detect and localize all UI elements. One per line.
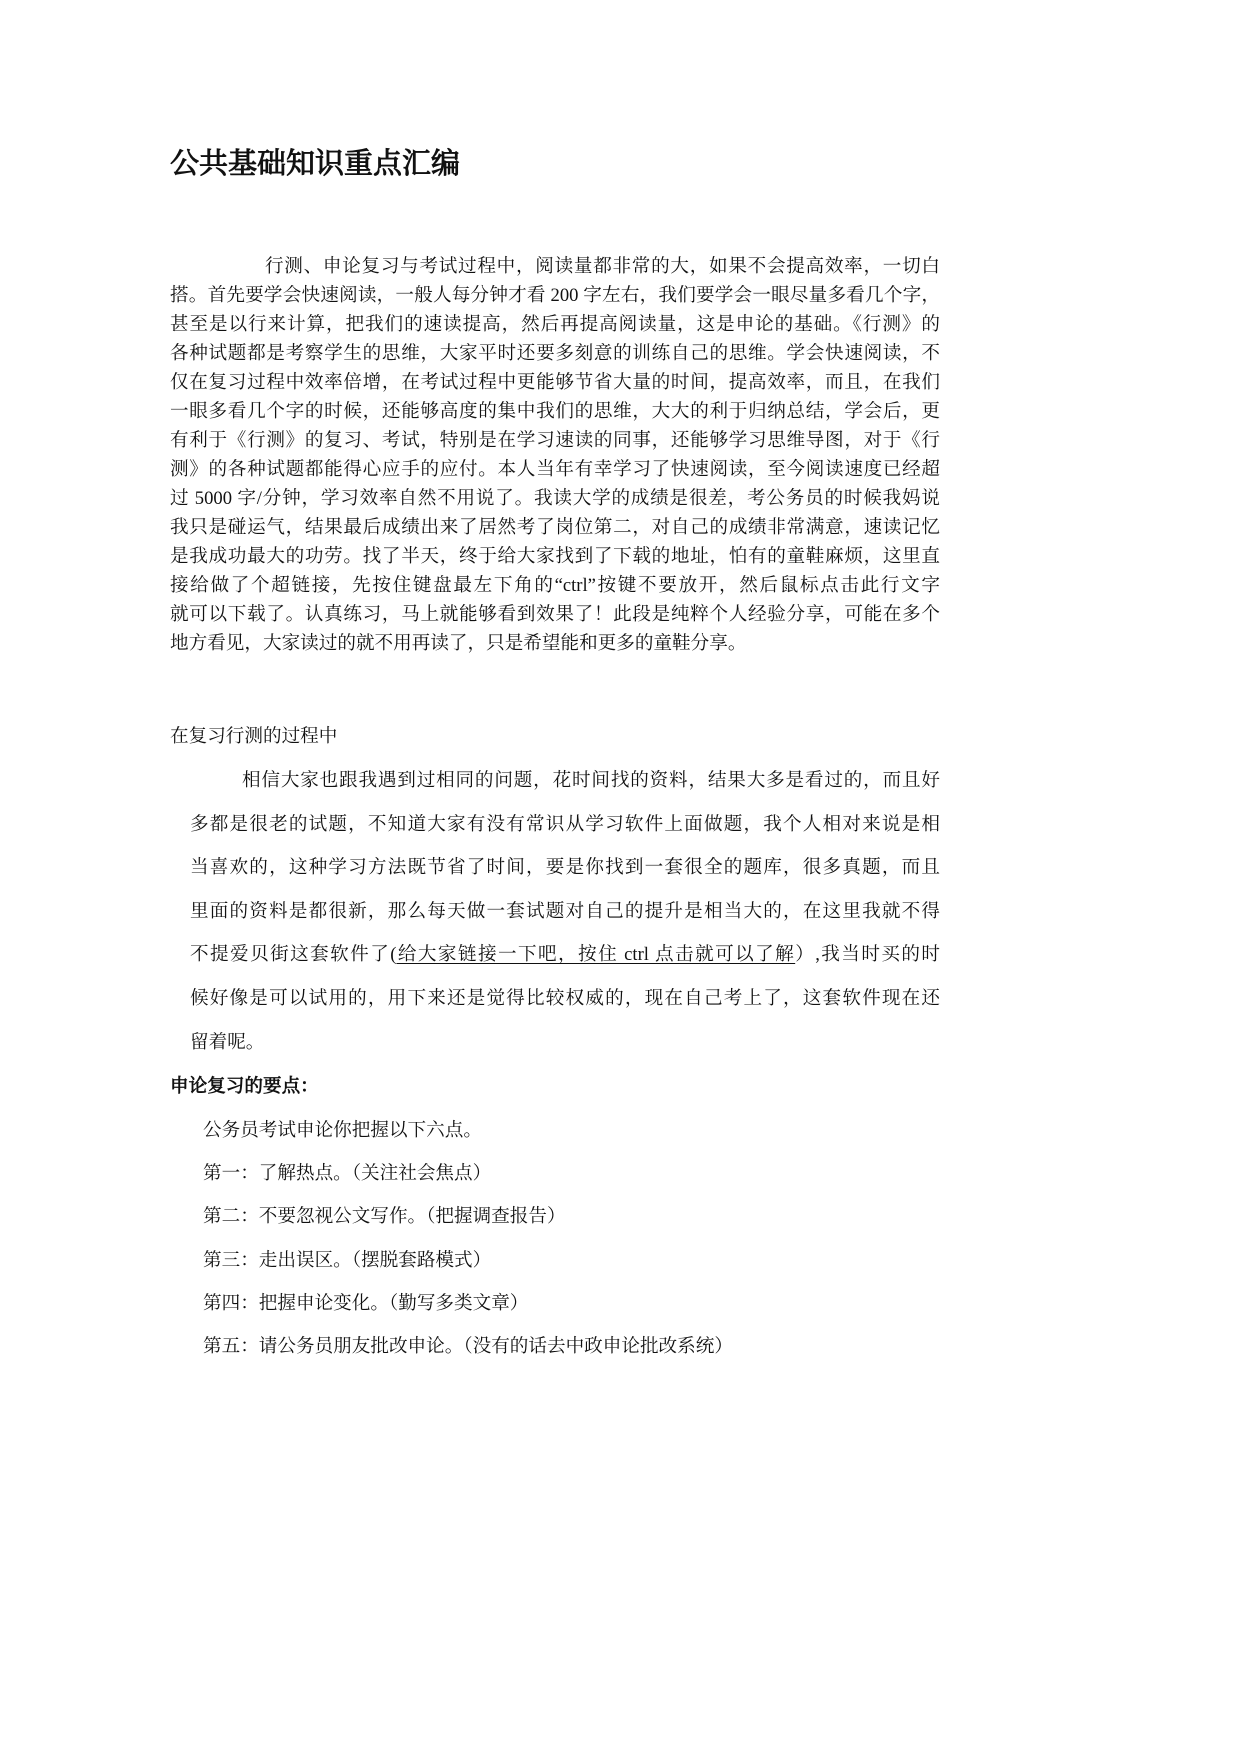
list-item: 第五：请公务员朋友批改申论。（没有的话去中政申论批改系统） — [203, 1336, 733, 1358]
text-line-with-link — [190, 933, 940, 977]
intro-paragraph — [170, 252, 940, 658]
list-item: 第一：了解热点。（关注社会焦点） — [203, 1163, 492, 1185]
text-line: 相信大家也跟我遇到过相同的问题，花时间找的资料，结果大多是看过的，而且好 — [242, 770, 940, 791]
list-item: 第三：走出误区。（摆脱套路模式） — [203, 1249, 492, 1271]
text-line: 接给做了个超链接，先按住键盘最左下角的“ctrl”按键不要放开，然后鼠标点击此行文字 — [170, 575, 940, 596]
list-item: 第二：不要忽视公文写作。（把握调查报告） — [203, 1206, 566, 1228]
list-item: 第四：把握申论变化。（勤写多类文章） — [203, 1292, 529, 1314]
document-title: 公共基础知识重点汇编 — [170, 148, 461, 180]
list-item: 公务员考试申论你把握以下六点。 — [203, 1120, 482, 1141]
text-line: 有利于《行测》的复习、考试，特别是在学习速读的同事，还能够学习思维导图，对于《行 — [170, 430, 940, 451]
text-line: 仅在复习过程中效率倍增，在考试过程中更能够节省大量的时间，提高效率，而且，在我们 — [170, 372, 940, 393]
text-line: 我只是碰运气，结果最后成绩出来了居然考了岗位第二，对自己的成绩非常满意，速读记忆 — [170, 517, 940, 538]
text-line: 过 5000 字/分钟，学习效率自然不用说了。我读大学的成绩是很差，考公务员的时候我妈说 — [170, 488, 940, 509]
section-heading-xingce: 在复习行测的过程中 — [170, 726, 338, 747]
link-line-prefix: 不提爱贝街这套软件了( — [190, 944, 397, 966]
text-line: 就可以下载了。认真练习，马上就能够看到效果了！此段是纯粹个人经验分享，可能在多个 — [170, 604, 940, 625]
text-line: 搭。首先要学会快速阅读，一般人每分钟才看 200 字左右，我们要学会一眼尽量多看几个字， — [170, 285, 940, 306]
text-line: 各种试题都是考察学生的思维，大家平时还要多刻意的训练自己的思维。学会快速阅读，不 — [170, 343, 940, 364]
software-link[interactable]: 给大家链接一下吧，按住 ctrl 点击就可以了解 — [396, 944, 796, 966]
text-line: 地方看见，大家读过的就不用再读了，只是希望能和更多的童鞋分享。 — [170, 633, 747, 654]
text-line: 是我成功最大的功劳。找了半天，终于给大家找到了下载的地址，怕有的童鞋麻烦，这里直 — [170, 546, 940, 567]
text-line: 一眼多看几个字的时候，还能够高度的集中我们的思维，大大的利于归纳总结，学会后，更 — [170, 401, 940, 422]
link-line-suffix: ）,我当时买的时 — [795, 944, 940, 966]
text-line: 留着呢。 — [190, 1031, 265, 1053]
text-line: 候好像是可以试用的，用下来还是觉得比较权威的，现在自己考上了，这套软件现在还 — [190, 987, 940, 1009]
text-line: 行测、申论复习与考试过程中，阅读量都非常的大，如果不会提高效率，一切白 — [265, 256, 940, 277]
text-line: 测》的各种试题都能得心应手的应付。本人当年有幸学习了快速阅读，至今阅读速度已经超 — [170, 459, 940, 480]
text-line: 当喜欢的，这种学习方法既节省了时间，要是你找到一套很全的题库，很多真题，而且 — [190, 857, 940, 879]
xingce-paragraph — [190, 759, 940, 1064]
shenlun-points-list — [203, 1109, 733, 1368]
section-heading-shenlun: 申论复习的要点： — [170, 1076, 319, 1097]
text-line: 多都是很老的试题，不知道大家有没有常识从学习软件上面做题，我个人相对来说是相 — [190, 813, 940, 835]
text-line: 甚至是以行来计算，把我们的速读提高，然后再提高阅读量，这是申论的基础。《行测》的 — [170, 314, 940, 335]
text-line: 里面的资料是都很新，那么每天做一套试题对自己的提升是相当大的，在这里我就不得 — [190, 900, 940, 922]
